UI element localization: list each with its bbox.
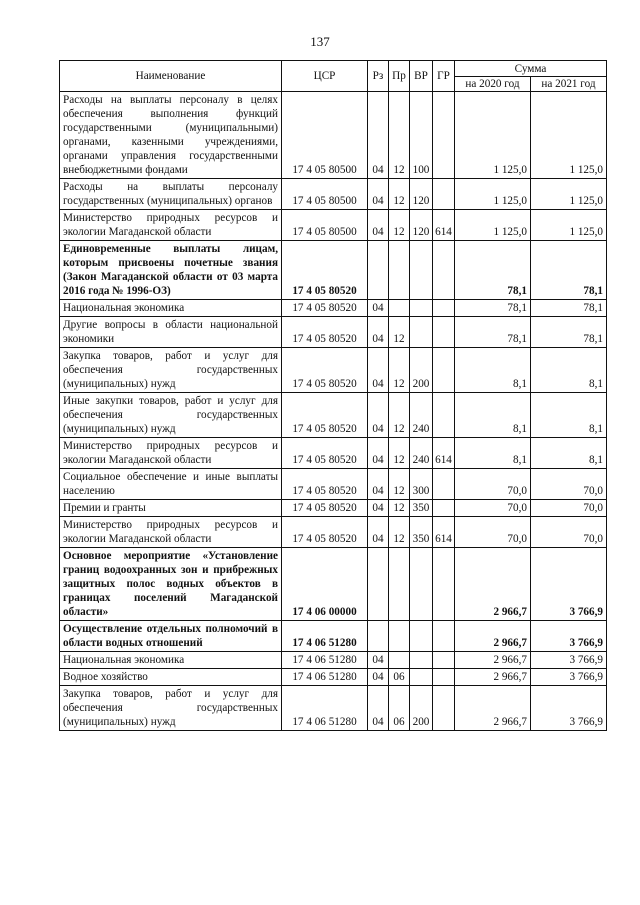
- sum-2020-cell: 2 966,7: [455, 686, 531, 731]
- sum-2021-cell: 3 766,9: [531, 621, 607, 652]
- rz-cell: 04: [368, 92, 389, 179]
- sum-2020-cell: 70,0: [455, 517, 531, 548]
- header-rz: Рз: [368, 61, 389, 92]
- sum-2020-cell: 8,1: [455, 438, 531, 469]
- pr-cell: [389, 548, 410, 621]
- header-pr: Пр: [389, 61, 410, 92]
- csr-cell: 17 4 05 80520: [282, 500, 368, 517]
- rz-cell: [368, 241, 389, 300]
- vr-cell: 120: [410, 179, 433, 210]
- gr-cell: [433, 92, 455, 179]
- rz-cell: 04: [368, 438, 389, 469]
- sum-2021-cell: 78,1: [531, 300, 607, 317]
- sum-2020-cell: 1 125,0: [455, 92, 531, 179]
- table-row: [60, 348, 607, 393]
- rz-cell: 04: [368, 469, 389, 500]
- sum-2020-cell: 70,0: [455, 500, 531, 517]
- csr-cell: 17 4 05 80520: [282, 300, 368, 317]
- pr-cell: 06: [389, 686, 410, 731]
- header-csr: ЦСР: [282, 61, 368, 92]
- pr-cell: 12: [389, 517, 410, 548]
- sum-2020-cell: 8,1: [455, 393, 531, 438]
- header-vr: ВР: [410, 61, 433, 92]
- csr-cell: 17 4 06 51280: [282, 652, 368, 669]
- name-cell: Основное мероприятие «Установление границ водоохранных зон и прибрежных защитных полос водных объектов в границах поселений Магаданской области»: [60, 548, 282, 621]
- header-year-2020: на 2020 год: [455, 77, 531, 92]
- vr-cell: [410, 300, 433, 317]
- table-row: [60, 517, 607, 548]
- sum-2021-cell: 3 766,9: [531, 686, 607, 731]
- name-cell: Национальная экономика: [60, 652, 282, 669]
- rz-cell: 04: [368, 393, 389, 438]
- table-row: [60, 300, 607, 317]
- csr-cell: 17 4 05 80520: [282, 469, 368, 500]
- name-cell: Иные закупки товаров, работ и услуг для обеспечения государственных (муниципальных) нужд: [60, 393, 282, 438]
- pr-cell: 12: [389, 438, 410, 469]
- rz-cell: 04: [368, 652, 389, 669]
- table-row: [60, 210, 607, 241]
- vr-cell: 350: [410, 500, 433, 517]
- name-cell: Другие вопросы в области национальной экономики: [60, 317, 282, 348]
- csr-cell: 17 4 05 80520: [282, 517, 368, 548]
- table-row: [60, 241, 607, 300]
- sum-2020-cell: 70,0: [455, 469, 531, 500]
- sum-2020-cell: 78,1: [455, 317, 531, 348]
- vr-cell: 120: [410, 210, 433, 241]
- csr-cell: 17 4 06 51280: [282, 686, 368, 731]
- vr-cell: 200: [410, 686, 433, 731]
- sum-2021-cell: 1 125,0: [531, 179, 607, 210]
- rz-cell: [368, 548, 389, 621]
- sum-2020-cell: 8,1: [455, 348, 531, 393]
- gr-cell: [433, 469, 455, 500]
- csr-cell: 17 4 05 80500: [282, 210, 368, 241]
- table-row: [60, 179, 607, 210]
- pr-cell: [389, 652, 410, 669]
- table-row: [60, 652, 607, 669]
- rz-cell: 04: [368, 669, 389, 686]
- header-gr: ГР: [433, 61, 455, 92]
- gr-cell: [433, 548, 455, 621]
- vr-cell: [410, 669, 433, 686]
- table-row: [60, 393, 607, 438]
- table-row: [60, 669, 607, 686]
- name-cell: Расходы на выплаты персоналу государственных (муниципальных) органов: [60, 179, 282, 210]
- vr-cell: [410, 317, 433, 348]
- gr-cell: 614: [433, 517, 455, 548]
- name-cell: Министерство природных ресурсов и экологии Магаданской области: [60, 210, 282, 241]
- sum-2020-cell: 2 966,7: [455, 669, 531, 686]
- gr-cell: 614: [433, 210, 455, 241]
- page-number: 137: [310, 34, 330, 49]
- header-name: Наименование: [60, 61, 282, 92]
- sum-2021-cell: 1 125,0: [531, 210, 607, 241]
- rz-cell: 04: [368, 300, 389, 317]
- sum-2020-cell: 1 125,0: [455, 179, 531, 210]
- sum-2020-cell: 2 966,7: [455, 621, 531, 652]
- csr-cell: 17 4 05 80520: [282, 438, 368, 469]
- name-cell: Министерство природных ресурсов и экологии Магаданской области: [60, 438, 282, 469]
- name-cell: Закупка товаров, работ и услуг для обеспечения государственных (муниципальных) нужд: [60, 348, 282, 393]
- gr-cell: [433, 348, 455, 393]
- pr-cell: 06: [389, 669, 410, 686]
- sum-2020-cell: 78,1: [455, 300, 531, 317]
- pr-cell: 12: [389, 500, 410, 517]
- sum-2021-cell: 3 766,9: [531, 669, 607, 686]
- pr-cell: [389, 241, 410, 300]
- pr-cell: [389, 300, 410, 317]
- table-row: [60, 548, 607, 621]
- rz-cell: [368, 621, 389, 652]
- name-cell: Закупка товаров, работ и услуг для обеспечения государственных (муниципальных) нужд: [60, 686, 282, 731]
- vr-cell: 350: [410, 517, 433, 548]
- csr-cell: 17 4 05 80500: [282, 179, 368, 210]
- csr-cell: 17 4 05 80520: [282, 393, 368, 438]
- gr-cell: [433, 686, 455, 731]
- table-row: [60, 92, 607, 179]
- name-cell: Единовременные выплаты лицам, которым присвоены почетные звания (Закон Магаданской области от 03 марта 2016 года № 1996-ОЗ): [60, 241, 282, 300]
- csr-cell: 17 4 05 80520: [282, 348, 368, 393]
- csr-cell: 17 4 06 51280: [282, 621, 368, 652]
- name-cell: Министерство природных ресурсов и экологии Магаданской области: [60, 517, 282, 548]
- pr-cell: 12: [389, 179, 410, 210]
- sum-2020-cell: 2 966,7: [455, 652, 531, 669]
- sum-2021-cell: 78,1: [531, 241, 607, 300]
- csr-cell: 17 4 06 00000: [282, 548, 368, 621]
- table-row: [60, 438, 607, 469]
- csr-cell: 17 4 05 80500: [282, 92, 368, 179]
- rz-cell: 04: [368, 517, 389, 548]
- vr-cell: 100: [410, 92, 433, 179]
- sum-2021-cell: 8,1: [531, 393, 607, 438]
- vr-cell: 240: [410, 393, 433, 438]
- name-cell: Премии и гранты: [60, 500, 282, 517]
- sum-2021-cell: 78,1: [531, 317, 607, 348]
- name-cell: Осуществление отдельных полномочий в области водных отношений: [60, 621, 282, 652]
- gr-cell: [433, 669, 455, 686]
- rz-cell: 04: [368, 348, 389, 393]
- budget-table: [59, 60, 607, 731]
- rz-cell: 04: [368, 686, 389, 731]
- gr-cell: [433, 652, 455, 669]
- name-cell: Водное хозяйство: [60, 669, 282, 686]
- name-cell: Национальная экономика: [60, 300, 282, 317]
- table-row: [60, 469, 607, 500]
- rz-cell: 04: [368, 179, 389, 210]
- vr-cell: [410, 548, 433, 621]
- sum-2021-cell: 70,0: [531, 500, 607, 517]
- gr-cell: [433, 621, 455, 652]
- pr-cell: 12: [389, 92, 410, 179]
- vr-cell: 200: [410, 348, 433, 393]
- gr-cell: [433, 393, 455, 438]
- header-year-2021: на 2021 год: [531, 77, 607, 92]
- pr-cell: 12: [389, 317, 410, 348]
- gr-cell: 614: [433, 438, 455, 469]
- sum-2021-cell: 70,0: [531, 517, 607, 548]
- table-row: [60, 686, 607, 731]
- vr-cell: 240: [410, 438, 433, 469]
- gr-cell: [433, 179, 455, 210]
- sum-2020-cell: 2 966,7: [455, 548, 531, 621]
- table-header: [60, 61, 607, 92]
- pr-cell: 12: [389, 393, 410, 438]
- csr-cell: 17 4 05 80520: [282, 241, 368, 300]
- table-row: [60, 500, 607, 517]
- pr-cell: 12: [389, 348, 410, 393]
- gr-cell: [433, 300, 455, 317]
- sum-2021-cell: 3 766,9: [531, 652, 607, 669]
- rz-cell: 04: [368, 210, 389, 241]
- name-cell: Социальное обеспечение и иные выплаты населению: [60, 469, 282, 500]
- csr-cell: 17 4 06 51280: [282, 669, 368, 686]
- name-cell: Расходы на выплаты персоналу в целях обеспечения выполнения функций государственными (муниципальными) органами, казенными учреждениями, органами управления государственными внебюджетными фондами: [60, 92, 282, 179]
- gr-cell: [433, 500, 455, 517]
- vr-cell: [410, 652, 433, 669]
- csr-cell: 17 4 05 80520: [282, 317, 368, 348]
- pr-cell: [389, 621, 410, 652]
- pr-cell: 12: [389, 210, 410, 241]
- vr-cell: [410, 241, 433, 300]
- table-row: [60, 317, 607, 348]
- gr-cell: [433, 317, 455, 348]
- table-row: [60, 621, 607, 652]
- pr-cell: 12: [389, 469, 410, 500]
- sum-2021-cell: 70,0: [531, 469, 607, 500]
- rz-cell: 04: [368, 317, 389, 348]
- sum-2021-cell: 8,1: [531, 348, 607, 393]
- vr-cell: 300: [410, 469, 433, 500]
- table-body: [60, 92, 607, 731]
- sum-2021-cell: 1 125,0: [531, 92, 607, 179]
- sum-2021-cell: 3 766,9: [531, 548, 607, 621]
- gr-cell: [433, 241, 455, 300]
- vr-cell: [410, 621, 433, 652]
- sum-2020-cell: 1 125,0: [455, 210, 531, 241]
- header-sum: Сумма: [455, 61, 607, 77]
- sum-2020-cell: 78,1: [455, 241, 531, 300]
- sum-2021-cell: 8,1: [531, 438, 607, 469]
- rz-cell: 04: [368, 500, 389, 517]
